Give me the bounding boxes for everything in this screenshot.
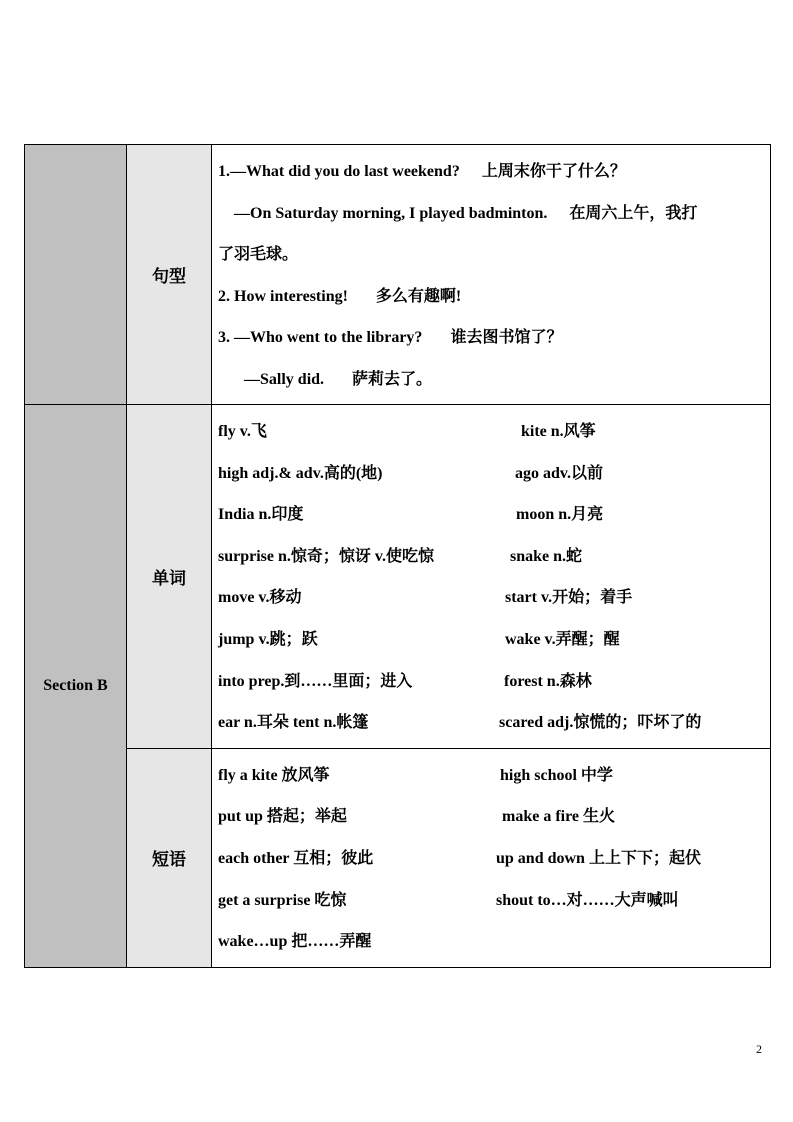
- word-row: [218, 494, 764, 536]
- word-row: [218, 453, 764, 495]
- sentences-label: 句型: [127, 145, 212, 405]
- phrase-right: shout to…对……大声喊叫: [496, 891, 679, 909]
- words-content: [212, 405, 771, 749]
- word-row: [218, 619, 764, 661]
- phrase-left: each other 互相；彼此: [218, 849, 374, 867]
- word-right: kite n.风筝: [521, 423, 596, 440]
- word-left: move v.移动: [218, 589, 302, 607]
- sentence-3-question-cn: 谁去图书馆了？: [450, 329, 563, 346]
- phrases-row: [25, 748, 771, 967]
- word-left: high adj.& adv.高的(地): [218, 464, 383, 482]
- phrase-left: get a surprise 吃惊: [218, 891, 347, 909]
- phrase-row: [218, 755, 764, 797]
- word-right: scared adj.惊慌的；吓坏了的: [499, 714, 702, 732]
- phrase-left: fly a kite 放风筝: [218, 766, 330, 784]
- sentence-2-cn: 多么有趣啊!: [375, 287, 462, 305]
- phrase-right: high school 中学: [500, 766, 613, 784]
- word-row: [218, 661, 764, 703]
- sentence-1-question: [218, 151, 764, 193]
- phrases-content: [212, 748, 771, 967]
- word-row: [218, 411, 764, 453]
- page-number: 2: [756, 1042, 762, 1056]
- word-right: snake n.蛇: [510, 547, 583, 565]
- words-label: 单词: [127, 405, 212, 749]
- word-left: fly v.飞: [218, 423, 267, 440]
- sentence-3-answer-cn: 萨莉去了。: [352, 370, 433, 388]
- phrase-row: [218, 921, 764, 963]
- phrase-right: make a fire 生火: [502, 808, 616, 826]
- phrase-row: [218, 880, 764, 922]
- sentence-2: [218, 276, 764, 318]
- sentence-1-answer: [218, 193, 764, 235]
- phrase-left: wake…up 把……弄醒: [218, 933, 372, 951]
- sentence-3-question-en: 3. —Who went to the library?: [218, 329, 423, 346]
- phrase-left: put up 搭起；举起: [218, 808, 347, 826]
- word-left: India n.印度: [218, 506, 304, 524]
- sentence-1-answer-cont: 了羽毛球。: [218, 246, 299, 263]
- word-row: [218, 702, 764, 744]
- sentence-1-question-cn: 上周末你干了什么？: [481, 163, 626, 180]
- word-row: [218, 577, 764, 619]
- phrase-right: up and down 上上下下；起伏: [496, 849, 701, 867]
- phrase-row: [218, 838, 764, 880]
- vocabulary-table: [24, 144, 771, 968]
- phrases-label: 短语: [127, 748, 212, 967]
- sentence-3-question: [218, 317, 764, 359]
- sentences-content: [212, 145, 771, 405]
- word-left: ear n.耳朵 tent n.帐篷: [218, 714, 369, 732]
- word-right: wake v.弄醒；醒: [505, 630, 620, 648]
- word-left: jump v.跳；跃: [218, 630, 318, 648]
- word-row: [218, 536, 764, 578]
- phrase-row: [218, 796, 764, 838]
- sentence-1-answer-cn: 在周六上午，我打: [569, 204, 698, 222]
- sentence-1-answer-en: —On Saturday morning, I played badminton.: [234, 204, 548, 222]
- section-label: Section B: [25, 405, 127, 968]
- sentences-row: [25, 145, 771, 405]
- word-left: surprise n.惊奇；惊讶 v.使吃惊: [218, 547, 435, 565]
- word-right: start v.开始；着手: [505, 589, 633, 607]
- section-cell-top: [25, 145, 127, 405]
- sentence-3-answer-en: —Sally did.: [244, 370, 325, 388]
- words-row: [25, 405, 771, 749]
- word-left: into prep.到……里面；进入: [218, 672, 413, 690]
- sentence-1-question-en: 1.—What did you do last weekend?: [218, 163, 460, 180]
- sentence-2-en: 2. How interesting!: [218, 287, 348, 305]
- sentence-3-answer: [218, 359, 764, 401]
- word-right: moon n.月亮: [516, 506, 604, 524]
- word-right: ago adv.以前: [515, 464, 604, 482]
- word-right: forest n.森林: [504, 672, 592, 690]
